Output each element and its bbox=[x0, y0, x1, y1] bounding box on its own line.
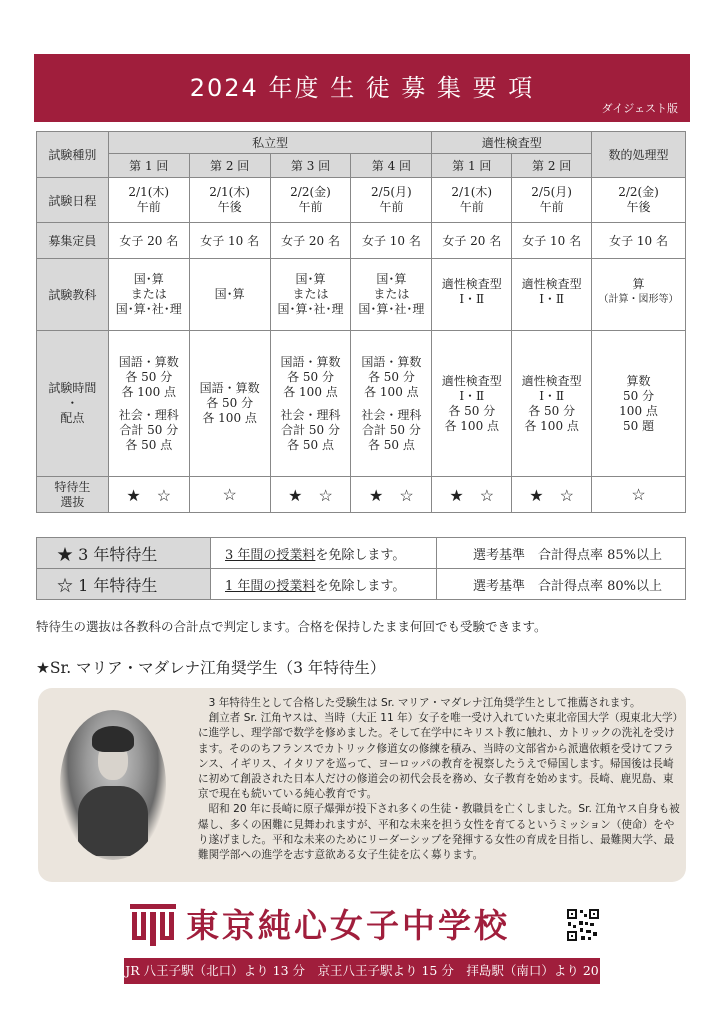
capacity-cell: 女子 20 名 bbox=[432, 223, 512, 259]
selection-note: 特待生の選抜は各教科の合計点で判定します。合格を保持したまま何回でも受験できます。 bbox=[36, 619, 547, 634]
star-cell: ☆ bbox=[592, 477, 686, 513]
exam-type-header: 試験種別 bbox=[37, 132, 109, 178]
subjects-cell: 適性検査型 Ⅰ・Ⅱ bbox=[432, 259, 512, 331]
tokutai-criteria: 選考基準 合計得点率 85%以上 bbox=[437, 538, 686, 569]
school-name: 東京純心女子中学校 bbox=[186, 906, 510, 945]
capacity-cell: 女子 20 名 bbox=[108, 223, 189, 259]
qr-code-icon[interactable] bbox=[566, 908, 600, 942]
scholarship-paragraph: 昭和 20 年に長崎に原子爆弾が投下され多くの生徒・教職員を亡くしました。Sr. 江角ヤス自身も被爆し、多くの困難に見舞われますが、平和な未来を担う女性を育てるというミッション（使命）をやり遂げました。平和な未来のためにリーダーシップを発揮する女性の育成を目指し、最難関大学、最難関学部への進学を志す意欲ある女子生徒を広く募ります。 bbox=[198, 803, 680, 862]
time-cell: 適性検査型 Ⅰ・Ⅱ 各 50 分 各 100 点 bbox=[432, 331, 512, 477]
exam-table bbox=[36, 131, 686, 513]
round-header: 第 3 回 bbox=[270, 154, 351, 178]
tokutai-desc: 1 年間の授業料を免除します。 bbox=[211, 569, 437, 600]
round-header: 第 1 回 bbox=[108, 154, 189, 178]
digest-label: ダイジェスト版 bbox=[601, 102, 678, 115]
row-subjects bbox=[37, 259, 686, 331]
capacity-cell: 女子 10 名 bbox=[189, 223, 270, 259]
round-header: 第 4 回 bbox=[351, 154, 432, 178]
school-logo-icon bbox=[130, 904, 176, 948]
capacity-cell: 女子 10 名 bbox=[512, 223, 592, 259]
row-label: 試験教科 bbox=[37, 259, 109, 331]
star-cell: ★ ☆ bbox=[270, 477, 351, 513]
access-bar: JR 八王子駅（北口）より 13 分 京王八王子駅より 15 分 拝島駅（南口）より 20 分 bbox=[124, 958, 600, 984]
row-label: 試験日程 bbox=[37, 178, 109, 223]
title-banner bbox=[34, 54, 690, 122]
time-cell: 国語・算数 各 50 分 各 100 点 社会・理科 合計 50 分 各 50 点 bbox=[351, 331, 432, 477]
row-label: 募集定員 bbox=[37, 223, 109, 259]
tokutai-label: ☆ 1 年特待生 bbox=[37, 569, 211, 600]
founder-portrait bbox=[60, 710, 166, 860]
star-cell: ★ ☆ bbox=[108, 477, 189, 513]
group-suuteki: 数的処理型 bbox=[592, 132, 686, 178]
subjects-cell: 国･算 または 国･算･社･理 bbox=[351, 259, 432, 331]
tokutai-row-3yr bbox=[37, 538, 686, 569]
subjects-cell: 算 （計算・図形等） bbox=[592, 259, 686, 331]
subjects-cell: 適性検査型 Ⅰ・Ⅱ bbox=[512, 259, 592, 331]
tokutai-label: ★ 3 年特待生 bbox=[37, 538, 211, 569]
round-header: 第 1 回 bbox=[432, 154, 512, 178]
star-cell: ★ ☆ bbox=[432, 477, 512, 513]
tokutai-desc: 3 年間の授業料を免除します。 bbox=[211, 538, 437, 569]
group-tekisei: 適性検査型 bbox=[432, 132, 592, 154]
time-cell: 適性検査型 Ⅰ・Ⅱ 各 50 分 各 100 点 bbox=[512, 331, 592, 477]
date-cell: 2/1(木) 午後 bbox=[189, 178, 270, 223]
scholarship-paragraph: 創立者 Sr. 江角ヤスは、当時（大正 11 年）女子を唯一受け入れていた東北帝国大学（現東北大学）に進学し、理学部で数学を修めました。そして在学中にキリスト教に触れ、カトリックの洗礼を受けます。そののちフランスでカトリック修道女の修練を積み、当時の文部省から派遣依頼を受けてフランス、イギリス、イタリアを巡って、ヨーロッパの教育を視察したうえで帰国します。帰国後は長崎に初めて創設された日本人だけの修道会の初代会長を務め、女子教育を始めます。長崎、鹿児島、東京で現在も続いている純心教育です。 bbox=[198, 712, 684, 801]
time-cell: 国語・算数 各 50 分 各 100 点 社会・理科 合計 50 分 各 50 点 bbox=[108, 331, 189, 477]
tokutai-criteria: 選考基準 合計得点率 80%以上 bbox=[437, 569, 686, 600]
row-tokutai bbox=[37, 477, 686, 513]
page-title: 2024 年度 生 徒 募 集 要 項 bbox=[189, 74, 535, 102]
date-cell: 2/1(木) 午前 bbox=[108, 178, 189, 223]
tokutai-row-1yr bbox=[37, 569, 686, 600]
group-shiritsu: 私立型 bbox=[108, 132, 432, 154]
subjects-cell: 国･算 または 国･算･社･理 bbox=[108, 259, 189, 331]
star-cell: ★ ☆ bbox=[351, 477, 432, 513]
time-cell: 算数 50 分 100 点 50 題 bbox=[592, 331, 686, 477]
row-label: 試験時間 ・ 配点 bbox=[37, 331, 109, 477]
row-date bbox=[37, 178, 686, 223]
subjects-cell: 国･算 bbox=[189, 259, 270, 331]
scholarship-paragraph: 3 年特待生として合格した受験生は Sr. マリア・マダレナ江角奨学生として推薦されます。 bbox=[208, 697, 641, 709]
capacity-cell: 女子 10 名 bbox=[592, 223, 686, 259]
row-label: 特待生 選抜 bbox=[37, 477, 109, 513]
date-cell: 2/2(金) 午後 bbox=[592, 178, 686, 223]
capacity-cell: 女子 10 名 bbox=[351, 223, 432, 259]
scholarship-text bbox=[198, 696, 684, 863]
time-cell: 国語・算数 各 50 分 各 100 点 bbox=[189, 331, 270, 477]
row-time bbox=[37, 331, 686, 477]
star-cell: ☆ bbox=[189, 477, 270, 513]
date-cell: 2/5(月) 午前 bbox=[351, 178, 432, 223]
capacity-cell: 女子 20 名 bbox=[270, 223, 351, 259]
round-header: 第 2 回 bbox=[189, 154, 270, 178]
date-cell: 2/1(木) 午前 bbox=[432, 178, 512, 223]
star-cell: ★ ☆ bbox=[512, 477, 592, 513]
tokutai-table bbox=[36, 537, 686, 600]
row-capacity bbox=[37, 223, 686, 259]
date-cell: 2/2(金) 午前 bbox=[270, 178, 351, 223]
subjects-cell: 国･算 または 国･算･社･理 bbox=[270, 259, 351, 331]
scholarship-heading: ★Sr. マリア・マダレナ江角奨学生（3 年特待生） bbox=[36, 659, 386, 677]
date-cell: 2/5(月) 午前 bbox=[512, 178, 592, 223]
round-header: 第 2 回 bbox=[512, 154, 592, 178]
time-cell: 国語・算数 各 50 分 各 100 点 社会・理科 合計 50 分 各 50 点 bbox=[270, 331, 351, 477]
